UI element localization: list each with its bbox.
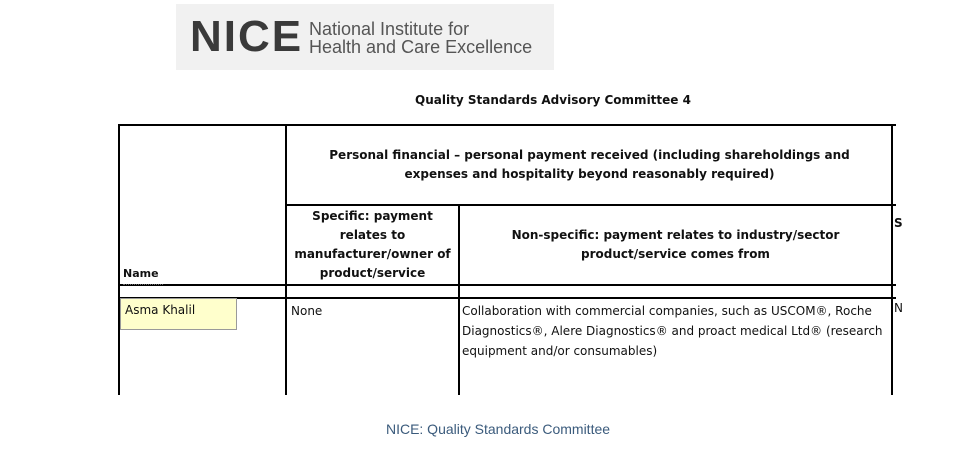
specific-column-header: Specific: payment relates to manufacturer/owner of product/service [294,209,451,280]
table-divider-col3 [891,124,893,395]
declaration-table [118,124,903,395]
image-caption: NICE: Quality Standards Committee [385,421,611,437]
logo-subtitle-line2: Health and Care Excellence [309,37,533,57]
table-divider-header-bottom [118,284,896,286]
truncated-column-header: S [894,216,903,230]
nice-logo [176,4,554,70]
document-title: Quality Standards Advisory Committee 4 [415,93,691,107]
table-border-left [118,124,120,395]
specific-cell: None [291,304,323,318]
nonspecific-column-header: Non-specific: payment relates to industry/sector product/service comes from [511,228,840,261]
nonspecific-cell: Collaboration with commercial companies, such as USCOM®, Roche Diagnostics®, Alere Diagnostics® and proact medical Ltd® (research equipment and/or consumables) [462,304,883,358]
truncated-cell: N [894,301,903,315]
logo-subtitle [309,20,532,56]
group-header: Personal financial – personal payment received (including shareholdings and expenses and hospitality beyond reasonably required) [329,148,850,181]
logo-wordmark: NICE [190,12,304,61]
dotted-separator [123,284,163,286]
name-column-header: Name [123,267,159,280]
logo-subtitle-line1: National Institute for [309,19,470,39]
name-cell: Asma Khalil [120,298,237,330]
